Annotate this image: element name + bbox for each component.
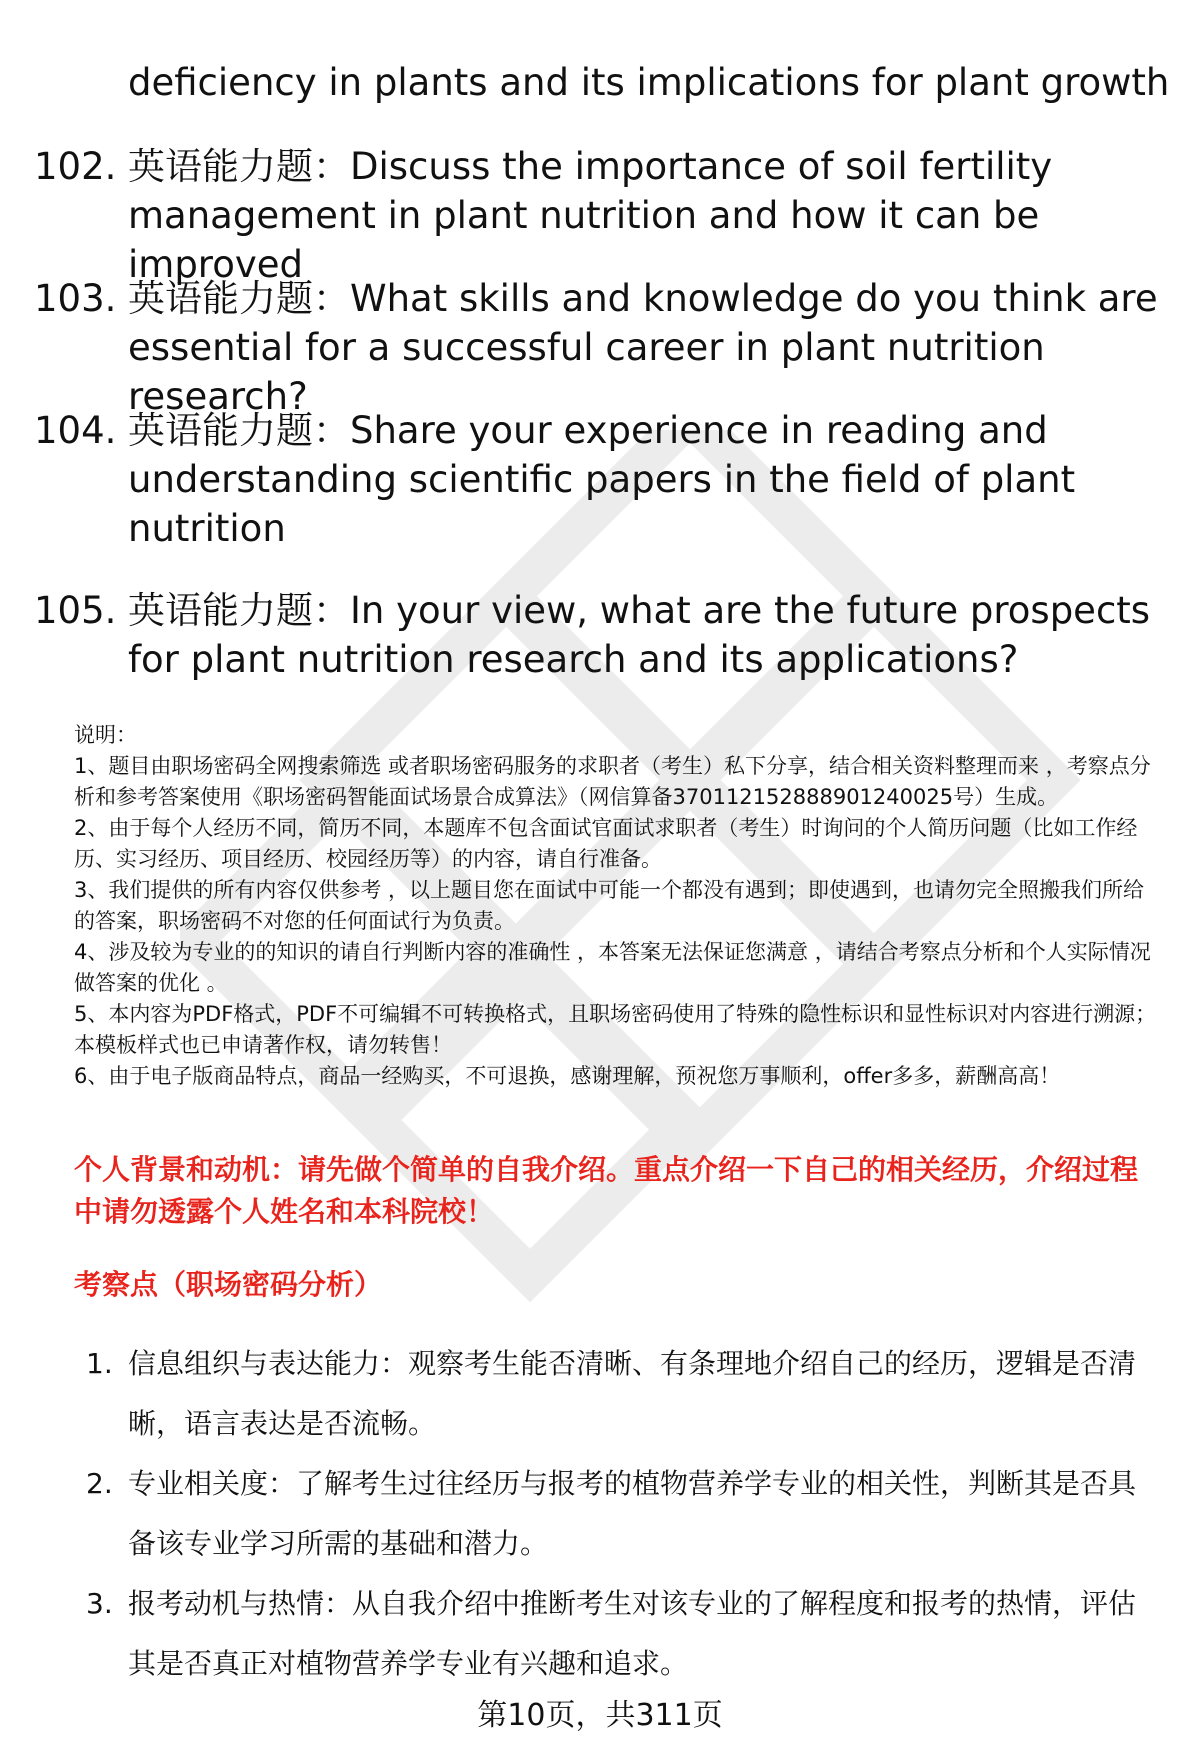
section-subheading: 考察点（职场密码分析） (74, 1268, 383, 1301)
question-prefix: 英语能力题： (128, 145, 350, 188)
question-body: Discuss the importance of soil fertility management in plant nutrition and how it can be improved (128, 145, 1053, 286)
question-prefix: 英语能力题： (128, 589, 350, 632)
point-number: 2. (86, 1467, 113, 1500)
question-number: 102. (34, 145, 117, 188)
note-item: 5、本内容为PDF格式，PDF不可编辑不可转换格式，且职场密码使用了特殊的隐性标识和显性标识对内容进行溯源；本模板样式也已申请著作权，请勿转售！ (74, 1002, 1157, 1057)
page-footer: 第10页，共311页 (477, 1698, 723, 1733)
notes-title: 说明： (74, 723, 137, 747)
point-number: 1. (86, 1347, 113, 1380)
question-prefix: 英语能力题： (128, 409, 350, 452)
note-item: 2、由于每个人经历不同，简历不同，本题库不包含面试官面试求职者（考生）时询问的个人简历问题（比如工作经历、实习经历、项目经历、校园经历等）的内容，请自行准备。 (74, 816, 1138, 871)
question-text (128, 274, 1173, 421)
point-number: 3. (86, 1587, 113, 1620)
question-text (128, 586, 1173, 684)
point-text: 专业相关度：了解考生过往经历与报考的植物营养学专业的相关性，判断其是否具备该专业学习所需的基础和潜力。 (128, 1467, 1137, 1560)
question-number: 103. (34, 277, 117, 320)
question-body: In your view, what are the future prospects for plant nutrition research and its applications? (128, 589, 1151, 681)
section-heading: 个人背景和动机：请先做个简单的自我介绍。重点介绍一下自己的相关经历，介绍过程中请勿透露个人姓名和本科院校！ (74, 1153, 1139, 1228)
question-number: 105. (34, 589, 117, 632)
note-item: 4、涉及较为专业的的知识的请自行判断内容的准确性 ，本答案无法保证您满意 ，请结合考察点分析和个人实际情况做答案的优化 。 (74, 940, 1151, 995)
note-item: 6、由于电子版商品特点，商品一经购买，不可退换，感谢理解，预祝您万事顺利，offer多多，薪酬高高！ (74, 1064, 1061, 1088)
question-text (128, 142, 1173, 289)
question-prefix: 英语能力题： (128, 277, 350, 320)
question-text (128, 406, 1173, 553)
question-body: What skills and knowledge do you think are essential for a successful career in plant nutrition research? (128, 277, 1158, 418)
point-text: 报考动机与热情：从自我介绍中推断考生对该专业的了解程度和报考的热情，评估其是否真正对植物营养学专业有兴趣和追求。 (128, 1587, 1137, 1680)
question-continuation: deficiency in plants and its implications for plant growth (128, 61, 1170, 104)
note-item: 1、题目由职场密码全网搜索筛选 或者职场密码服务的求职者（考生）私下分享，结合相关资料整理而来 ，考察点分析和参考答案使用《职场密码智能面试场景合成算法》（网信算备370112152888901240025号）生成。 (74, 754, 1151, 809)
note-item: 3、我们提供的所有内容仅供参考 ，以上题目您在面试中可能一个都没有遇到；即使遇到，也请勿完全照搬我们所给的答案，职场密码不对您的任何面试行为负责。 (74, 878, 1145, 933)
question-body: Share your experience in reading and understanding scientific papers in the field of plant nutrition (128, 409, 1076, 550)
disclaimer-notes (74, 720, 1164, 1092)
point-text: 信息组织与表达能力：观察考生能否清晰、有条理地介绍自己的经历，逻辑是否清晰，语言表达是否流畅。 (128, 1347, 1137, 1440)
question-number: 104. (34, 409, 117, 452)
